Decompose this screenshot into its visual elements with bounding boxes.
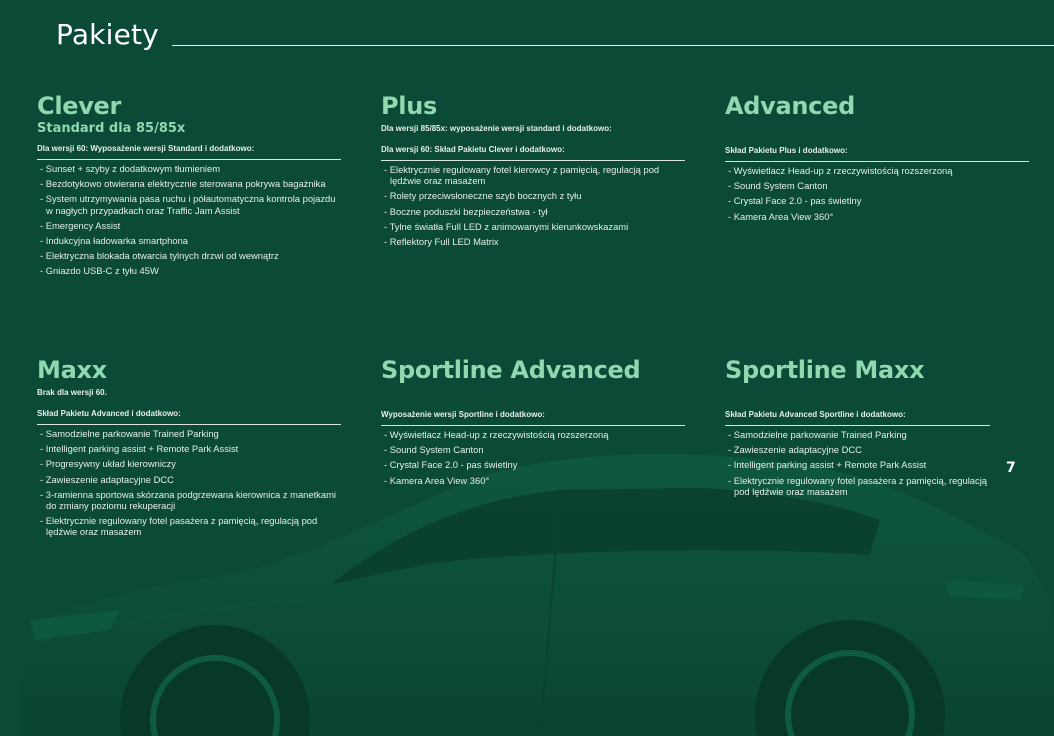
package-subtitle: Standard dla 85/85x bbox=[37, 121, 186, 136]
feature-item: - Elektrycznie regulowany fotel pasażera z pamięcią, regulacją pod lędźwie oraz masażem bbox=[725, 475, 990, 497]
feature-item: - Intelligent parking assist + Remote Park Assist bbox=[725, 459, 990, 470]
feature-item: - Progresywny układ kierowniczy bbox=[37, 458, 341, 469]
package-advanced bbox=[725, 92, 1029, 226]
package-title: Sportline Advanced bbox=[381, 356, 641, 384]
package-sportline-maxx bbox=[725, 356, 990, 501]
feature-item: - Crystal Face 2.0 - pas świetlny bbox=[381, 459, 685, 470]
feature-list bbox=[725, 429, 990, 497]
feature-list bbox=[37, 428, 341, 538]
feature-item: - Tylne światła Full LED z animowanymi kierunkowskazami bbox=[381, 221, 685, 232]
feature-item: - Elektrycznie regulowany fotel pasażera z pamięcią, regulacją pod lędźwie oraz masażem bbox=[37, 515, 341, 537]
feature-list bbox=[381, 429, 685, 486]
feature-item: - Wyświetlacz Head-up z rzeczywistością rozszerzoną bbox=[725, 165, 1029, 176]
feature-item: - Sound System Canton bbox=[381, 444, 685, 455]
feature-item: - Kamera Area View 360° bbox=[381, 475, 685, 486]
package-note: Brak dla wersji 60. bbox=[37, 388, 107, 397]
feature-item: - 3-ramienna sportowa skórzana podgrzewana kierownica z manetkami do zmiany poziomu rekuperacji bbox=[37, 489, 341, 511]
page-header bbox=[56, 18, 1054, 58]
feature-item: - Sunset + szyby z dodatkowym tłumieniem bbox=[37, 163, 341, 174]
feature-list bbox=[37, 163, 341, 277]
feature-item: - Kamera Area View 360° bbox=[725, 211, 1029, 222]
package-title: Clever bbox=[37, 92, 122, 120]
feature-item: - Rolety przeciwsłoneczne szyb bocznych z tyłu bbox=[381, 190, 685, 201]
package-note: Dla wersji 85/85x: wyposażenie wersji standard i dodatkowo: bbox=[381, 124, 612, 133]
header-divider bbox=[172, 45, 1054, 46]
feature-item: - Emergency Assist bbox=[37, 220, 341, 231]
feature-list bbox=[381, 164, 685, 247]
feature-item: - System utrzymywania pasa ruchu i półautomatyczna kontrola pojazdu w nagłych przypadkach oraz Traffic Jam Assist bbox=[37, 193, 341, 215]
feature-item: - Zawieszenie adaptacyjne DCC bbox=[37, 474, 341, 485]
page-title: Pakiety bbox=[56, 18, 159, 51]
package-intro: Wyposażenie wersji Sportline i dodatkowo: bbox=[381, 410, 685, 426]
feature-item: - Elektryczna blokada otwarcia tylnych drzwi od wewnątrz bbox=[37, 250, 341, 261]
feature-item: - Wyświetlacz Head-up z rzeczywistością rozszerzoną bbox=[381, 429, 685, 440]
package-sportline-advanced bbox=[381, 356, 685, 490]
package-title: Advanced bbox=[725, 92, 855, 120]
feature-item: - Crystal Face 2.0 - pas świetlny bbox=[725, 195, 1029, 206]
feature-item: - Indukcyjna ładowarka smartphona bbox=[37, 235, 341, 246]
package-plus bbox=[381, 92, 685, 251]
feature-item: - Intelligent parking assist + Remote Park Assist bbox=[37, 443, 341, 454]
feature-item: - Boczne poduszki bezpieczeństwa - tył bbox=[381, 206, 685, 217]
package-intro: Dla wersji 60: Wyposażenie wersji Standard i dodatkowo: bbox=[37, 144, 341, 160]
feature-item: - Reflektory Full LED Matrix bbox=[381, 236, 685, 247]
feature-item: - Bezdotykowo otwierana elektrycznie sterowana pokrywa bagażnika bbox=[37, 178, 341, 189]
package-title: Sportline Maxx bbox=[725, 356, 925, 384]
feature-item: - Samodzielne parkowanie Trained Parking bbox=[37, 428, 341, 439]
package-intro: Skład Pakietu Plus i dodatkowo: bbox=[725, 146, 1029, 162]
package-intro: Skład Pakietu Advanced Sportline i dodatkowo: bbox=[725, 410, 990, 426]
feature-list bbox=[725, 165, 1029, 222]
feature-item: - Elektrycznie regulowany fotel kierowcy z pamięcią, regulacją pod lędźwie oraz masażem bbox=[381, 164, 685, 186]
feature-item: - Samodzielne parkowanie Trained Parking bbox=[725, 429, 990, 440]
package-title: Plus bbox=[381, 92, 437, 120]
page-number: 7 bbox=[1006, 460, 1016, 476]
package-intro: Dla wersji 60: Skład Pakietu Clever i dodatkowo: bbox=[381, 145, 685, 161]
package-title: Maxx bbox=[37, 356, 107, 384]
package-maxx bbox=[37, 356, 341, 542]
package-clever bbox=[37, 92, 341, 281]
feature-item: - Sound System Canton bbox=[725, 180, 1029, 191]
feature-item: - Zawieszenie adaptacyjne DCC bbox=[725, 444, 990, 455]
feature-item: - Gniazdo USB-C z tyłu 45W bbox=[37, 265, 341, 276]
package-intro: Skład Pakietu Advanced i dodatkowo: bbox=[37, 409, 341, 425]
